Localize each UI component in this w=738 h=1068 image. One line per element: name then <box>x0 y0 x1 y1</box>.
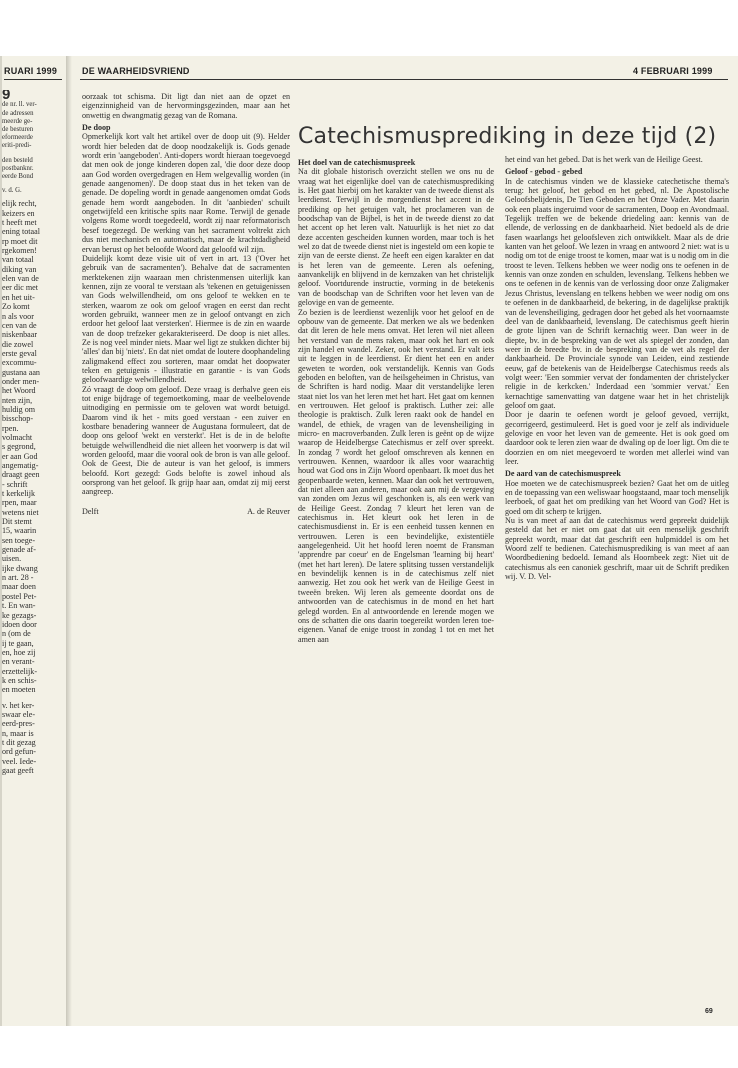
text-fragment-line: t dit gezag <box>2 737 36 747</box>
text-fragment-line: ord gefun- <box>2 747 36 757</box>
issue-date: 4 FEBRUARI 1999 <box>633 66 713 76</box>
signature-place: Delft <box>82 506 99 516</box>
info-box-line: de besturen <box>2 125 34 133</box>
text-fragment-line: er aan God <box>2 451 38 461</box>
paragraph: Opmerkelijk kort valt het artikel over de doop uit (9). Helder wordt hier beleden dat de doop noodzakelijk is. Gods genade wordt erin 'aangeboden'. Anti-dopers wordt hieraan toegevoegd dat men ook de jonge kinderen dopen zal, 'die door deze doop aan God worden overgedragen en Hem welgevallig worden (in genade aangenomen)'. De doop staat dus in het teken van de genade. De dopeling wordt in genade aangenomen omdat Gods genade hem wordt aangeboden. In dit 'aanbieden' schuilt ongetwijfeld een kritische spits naar Rome. Terwijl de genade volgens Rome wordt toegedeeld, wordt zij naar reformatorisch besef toegezegd. De werking van het sacrament voltrekt zich dus niet mechanisch en automatisch, maar de krachtdadigheid ervan berust op het beloofde Woord dat geloofd wil zijn. <box>82 132 290 254</box>
text-fragment-line: elijk recht, <box>2 199 37 209</box>
text-fragment-line: n, maar is <box>2 728 34 738</box>
text-fragment-line: die zowel <box>2 339 34 349</box>
text-fragment-line: keizers en <box>2 208 35 218</box>
text-fragment-line: ijke dwang <box>2 563 38 573</box>
column-2-body <box>298 158 494 644</box>
text-fragment-line: Zo komt <box>2 302 30 312</box>
text-fragment-line: van totaal <box>2 255 34 265</box>
text-fragment-line: en, hoe zij <box>2 647 36 657</box>
paragraph: Door je daarin te oefenen wordt je geloof gevoed, verrijkt, gecorrigeerd, gestimuleerd. Het is goed voor je zelf als individuele gelovige en voor het leven van de gemeente. Het is ook goed om daardoor ook te leren zien waar de dwaling op de loer ligt. Om die te doorzien en om niet meegevoerd te worden met allerlei wind van leer. <box>505 410 729 466</box>
info-box-line: v. d. G. <box>2 187 22 195</box>
text-fragment-line: diking van <box>2 264 37 274</box>
article-column-3 <box>505 155 729 1010</box>
text-fragment-line: angematig- <box>2 461 39 470</box>
text-fragment-line: erzettelijk- <box>2 666 38 676</box>
signature-author: A. de Reuver <box>247 506 290 516</box>
text-fragment-line: k en schis- <box>2 675 37 685</box>
text-fragment-line: 15, waarin <box>2 526 37 536</box>
header-rule-left <box>4 79 62 80</box>
info-box-line: eerde Bond <box>2 172 34 180</box>
text-fragment-line: n als voor <box>2 311 34 321</box>
text-fragment-line: postel Pet- <box>2 591 37 601</box>
section-heading: Geloof - gebod - gebed <box>505 167 583 177</box>
text-fragment-line: v. het ker- <box>2 700 35 710</box>
text-fragment-line: rpen. <box>2 423 19 433</box>
text-fragment-line: gaat geeft <box>2 766 34 775</box>
info-box-line: eformeerde <box>2 134 33 142</box>
text-fragment-line: niskenbaar <box>2 330 38 340</box>
text-fragment-line: gustana aan <box>2 367 40 377</box>
text-fragment-line: n (om de <box>2 629 31 639</box>
text-fragment-line: en het uit- <box>2 292 35 302</box>
text-fragment-line: idoen door <box>2 619 37 629</box>
text-fragment-line: en verant- <box>2 657 35 667</box>
paragraph: oorzaak tot schisma. Dit ligt dan niet aan de opzet en eigenzinnigheid van de hervormingsgezinden, maar aan het onwettig en dwangmatig gezag van de Romana. <box>82 92 290 120</box>
text-fragment-line: bisschop- <box>2 414 34 424</box>
text-fragment-line: rpen, maar <box>2 498 37 508</box>
text-fragment-line: maar doen <box>2 582 36 592</box>
text-fragment-line: s gegrond, <box>2 442 36 452</box>
text-fragment-line: sen toege- <box>2 535 36 545</box>
text-fragment-line: onder men- <box>2 376 40 386</box>
text-fragment-line: Dit stemt <box>2 517 32 527</box>
text-fragment-line: t. En wan- <box>2 601 36 611</box>
paragraph: het eind van het gebed. Dat is het werk van de Heilige Geest. <box>505 155 703 164</box>
text-fragment-line: excommu- <box>2 358 37 368</box>
article-title: Catechismusprediking in deze tijd (2) <box>298 124 717 149</box>
text-fragment-line: volmacht <box>2 432 33 442</box>
header-rule-right <box>80 79 728 80</box>
section-heading: De aard van de catechismuspreek <box>505 469 621 479</box>
paragraph: In de catechismus vinden we de klassieke catechetische thema's terug: het geloof, het gebod en het gebed, nl. De Apostolische Geloofsbelijdenis, De Tien Geboden en het Onze Vader. Met daarin ook een plaats ingeruimd voor de sacramenten, Doop en Avondmaal. Tegelijk treffen we de bekende driedeling aan: kennis van de ellende, de verlossing en de dankbaarheid. Niet bedoeld als de drie fasen waarlangs het geloofsleven zich ontwikkelt. Maar als de drie kanten van het geloof. We lezen in vraag en antwoord 2 niet: wat is u nodig om tot de enige troost te komen, maar wat is u nodig om in die troost te leven. Telkens hebben we weer nodig ons te oefenen in de kennis van onze zonden en schulden, levenslang. Telkens hebben we ons te oefenen in de kennis van de verlossing door onze Zaligmaker Jezus Christus, levenslang en telkens hebben we weer nodig om ons te oefenen in de dankbaarheid, de bekering, in de dagelijkse praktijk van de levensheiliging, gedragen door het gebed als het voornaamste deel van de dankbaarheid, levenslang. De catechismus geeft hierin de grote lijnen van de Schrift kernachtig weer. Dan weer in de diepte, bv. in de bespreking van de wet als spiegel der zonden, dan weer in de breedte bv. in de bespreking van de wet als regel der dankbaarheid. De Provinciale synode van Leiden, eind zestiende eeuw, gaf de betekenis van de Heidelbergse Catechismus reeds als volgt weer: 'Een sommier vervat der fondamenten der christelycker religie in de kerkcken.' Inderdaad een 'sommier vervat.' Een kernachtige samenvatting van datgene waar het in het christelijk geloof om gaat. <box>505 176 729 410</box>
text-fragment-line: - schrift <box>2 479 28 489</box>
text-fragment-line: eerd-pres- <box>2 719 35 729</box>
text-fragment-line: elen van de <box>2 274 39 284</box>
paragraph: Nu is van meet af aan dat de catechismus werd gepreekt duidelijk gesteld dat het er niet om gaat dat uit een menselijk geschrift gepreekt wordt, maar dat dat geschrift een hulpmiddel is om het Woord zelf te bedienen. Catechismusprediking is van meet af aan Woordbediening bedoeld. Iemand als Hoornbeek zegt: Niet uit de catechismus als een canoniek geschrift, maar uit de Schrift prediken wij. V. D. Vel- <box>505 516 729 582</box>
text-fragment-line: eer dic met <box>2 283 38 293</box>
text-fragment-line: nten zijn, <box>2 395 33 405</box>
issue-number: 9 <box>2 90 11 103</box>
signature <box>82 507 290 516</box>
text-fragment-line: cen van de <box>2 320 37 330</box>
section-heading: De doop <box>82 123 111 133</box>
text-fragment-line: veel. Iede- <box>2 756 37 766</box>
text-fragment-line: draagt geen <box>2 470 40 480</box>
paragraph: Na dit globale historisch overzicht stellen we ons nu de vraag wat het eigenlijke doel van de catechismusprediking is. Het gaat hierbij om het karakter van de tweede dienst als leerdienst. Terwijl in de morgendienst het accent in de prediking op het getuigen valt, het proclameren van de boodschap van de Bijbel, is het in de tweede dienst zo dat het accent op het leren valt. Natuurlijk is het niet zo dat deze accenten gescheiden kunnen worden, maar toch is het wel zo dat de tweede dienst niet is ingesteld om een kopie te zijn van de eerste dienst. Ze heeft een eigen karakter en dat is het leren van de gemeente. Leren als oefening, aanvankelijk en blijvend in de kernzaken van het christelijk geloof. Voortdurende instructie, vorming in de betekenis van de boodschap van de Schriften voor het leven van de gelovige en van de gemeente. <box>298 167 494 308</box>
text-fragment-line: rgekomen! <box>2 246 37 256</box>
info-box-line: de adressen <box>2 109 34 117</box>
paragraph: Duidelijk komt deze visie uit of vert in art. 13 ('Over het gebruik van de sacramenten'). Behalve dat de sacramenten merktekenen zijn waaraan men christenmensen uiterlijk kan kennen, zijn ze vooral te verstaan als 'tekenen en getuigenissen van Gods welwillendheid, om ons geloof te wekken en te sterken, waarom ze ook om geloof vragen en eerst dan recht worden gebruikt, wanneer men ze in geloof ontvangt en zich erdoor het geloof laat versterken'. Hiermee is de zin en waarde van de doop trefzeker gekarakteriseerd. De doop is niet alles. Ze is nog veel minder niets. Maar wel ligt ze stukken dichter bij 'alles' dan bij 'niets'. En dat niet omdat de loutere doophandeling zaligmakend effect zou sorteren, maar omdat het doopwater teken en getuigenis - illustratie en garantie - is van Gods geloofwaardige welwillendheid. <box>82 253 290 385</box>
text-fragment-line: genade af- <box>2 545 36 555</box>
text-fragment-line: wetens niet <box>2 507 39 517</box>
text-fragment-line: ij te gaan, <box>2 638 34 648</box>
info-box-line: postbanknr. <box>2 164 34 172</box>
page-fold-shadow <box>66 56 72 1026</box>
text-fragment-line: n art. 28 - <box>2 573 34 583</box>
text-fragment-line: huldig om <box>2 404 36 414</box>
paragraph: Hoe moeten we de catechismuspreek bezien? Gaat het om de uitleg en de toepassing van een weliswaar hoogstaand, maar toch menselijk leerboek, of gaat het om prediking van het Woord van God? Het is goed om dit scherp te krijgen. <box>505 478 729 516</box>
text-fragment-line: uisen. <box>2 554 22 564</box>
column-3-body <box>505 155 729 581</box>
column-1-body <box>82 92 290 497</box>
info-box-line: de nr. ll. ver- <box>2 101 37 109</box>
text-fragment-line: erste geval <box>2 348 37 358</box>
text-fragment-line: t kerkelijk <box>2 489 36 499</box>
text-fragment-line: en moeten <box>2 685 36 695</box>
left-page-column <box>2 90 62 1010</box>
paragraph: Zo bezien is de leerdienst wezenlijk voor het geloof en de opbouw van de gemeente. Dat merken we als we bedenken dat dit leren de hele mens omvat. Het leren wil niet alleen het verstand van de mens raken, maar ook het hart en ook zijn handel en wandel. Zeker, ook het verstand. Er valt iets uit te leggen in de leerdienst. Er dient het een en ander geweten te worden, ook verstandelijk. Kennis van Gods geboden en beloften, van de heilsgeheimen in Christus, van de Schriften is hard nodig. Maar dit verstandelijke leren staat niet los van het leren met het hart. Het gaat om kennen en vertrouwen. Het geloof is praktisch. Luther zei: alle theologie is praktisch. Zulk leren raakt ook de handel en wandel, de ethiek, de vragen van de levensheiliging in micro- en macroverbanden. Zulk leren is geënt op de wijze waarop de Heidelbergse Catechismus er zelf over spreekt. In zondag 7 wordt het geloof omschreven als kennen en vertrouwen. Kennen, waardoor ik alles voor waarachtig houd wat God ons in Zijn Woord openbaart. Ik moet dus het geopenbaarde weten, kennen. Maar dan ook het vertrouwen, dat niet alleen aan anderen, maar ook aan mij de vergeving van zonden om Jezus wil geschonken is, als een werk van de Heilige Geest. Zondag 7 kleurt het leren van de catechismus in. Het kleurt ook het leren in de catechismusdienst in. Er is een eenheid tussen kennen en vertrouwen. Leren is een bevindelijke, existentiële aangelegenheid. Uit het hoofd leren noemt de Fransman 'apprendre par coeur' en de Engelsman 'learning bij heart' (met het hart leren). De latere splitsing tussen verstandelijk en bevindelijk kennen is in de catechismus zelf niet aanwezig. Het zou ook het werk van de Heilige Geest in tweeën breken. Wij leren als gemeente doordat ons de antwoorden van de catechismus in de mond en het hart gelegd worden. En al antwoordende en lerende mogen we ons de schatten die ons daarin toegereikt worden leren toe-eigenen. Vanaf de enige troost in zondag 1 tot en met het amen aan <box>298 307 494 644</box>
article-column-2 <box>298 155 494 1010</box>
section-heading: Het doel van de catechismuspreek <box>298 158 416 167</box>
text-fragment-line: ening totaal <box>2 227 40 237</box>
page-number: 69 <box>705 1008 713 1015</box>
text-fragment-line: swaar ele- <box>2 709 36 719</box>
left-running-head: RUARI 1999 <box>4 66 58 76</box>
info-box <box>2 101 62 195</box>
publication-name: DE WAARHEIDSVRIEND <box>82 66 190 76</box>
text-fragment-line: het Woord <box>2 386 36 396</box>
text-fragment-line: t heeft met <box>2 218 37 228</box>
info-box-line: eriti-predi- <box>2 142 32 150</box>
left-page-text <box>2 199 62 775</box>
article-column-1 <box>82 92 290 992</box>
info-box-line: meerde ge- <box>2 117 33 125</box>
text-fragment-line: rp moet dit <box>2 236 38 246</box>
info-box-line: den besteld <box>2 156 33 164</box>
paragraph: Zó vraagt de doop om geloof. Deze vraag is derhalve geen eis tot enige bijdrage of tegemoetkoming, maar de veelbelovende uitnodiging en permissie om te geloven wat wordt betuigd. Daarom vind ik het - mits goed verstaan - een zuiver en kostbare benadering wanneer de Augustana formuleert, dat de doop ons geloof 'wekt en versterkt'. Het is de in de belofte betuigde welwillendheid die niet alleen het voorwerp is dat wil worden geloofd, maar die vooral ook de bron is van alle geloof. Ook de Geest, Die de auteur is van het geloof, is immers beloofd. Kort gezegd: Gods belofte is zowel inhoud als oorsprong van het geloof. Ik grijp haar aan, omdat zij mij eerst aangreep. <box>82 384 290 497</box>
text-fragment-line: ke gezags- <box>2 610 37 620</box>
